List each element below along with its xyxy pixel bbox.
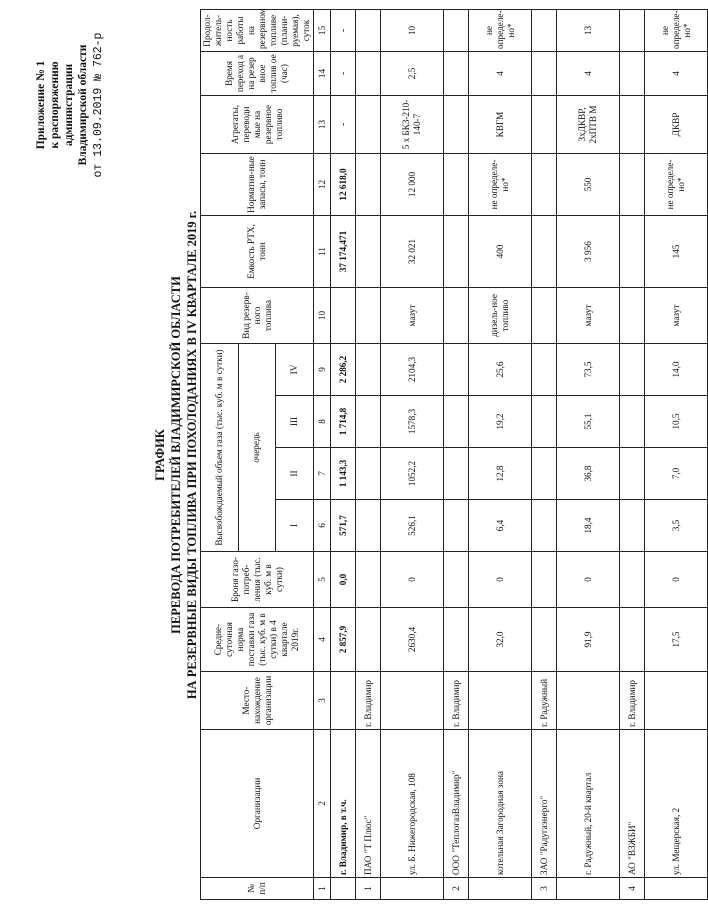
table-row bbox=[444, 10, 469, 900]
row-armor bbox=[444, 552, 469, 608]
table-row bbox=[557, 10, 620, 900]
col-number: 14 bbox=[314, 52, 331, 96]
heading-subtitle-2: НА РЕЗЕРВНЫЕ ВИДЫ ТОПЛИВА ПРИ ПОХОЛОДАНИЯХ В IV КВАРТАЛЕ 2019 г. bbox=[185, 210, 199, 700]
row-stage-3: 1 714,8 bbox=[331, 396, 356, 448]
row-norm: 91,9 bbox=[557, 608, 620, 672]
heading-subtitle-1: ПЕРЕВОДА ПОТРЕБИТЕЛЕЙ ВЛАДИМИРСКОЙ ОБЛАСТИ bbox=[169, 276, 183, 634]
header-released-volume: Высвобождаемый объем газа (тыс. куб. м в сутки) bbox=[201, 344, 239, 552]
row-norm bbox=[532, 608, 557, 672]
col-number: 6 bbox=[314, 500, 331, 552]
row-reserve: 12 000 bbox=[381, 154, 444, 216]
row-org: ПАО "Т Плюс" bbox=[356, 730, 381, 878]
row-time: 4 bbox=[469, 52, 532, 96]
row-reserve: 12 618,0 bbox=[331, 154, 356, 216]
row-location bbox=[557, 672, 620, 730]
row-reserve bbox=[444, 154, 469, 216]
row-time bbox=[620, 52, 645, 96]
row-armor bbox=[356, 552, 381, 608]
row-org: АО "ВЗЖБИ" bbox=[620, 730, 645, 878]
header-fuel: Вид резерв-ного топлива bbox=[201, 288, 314, 344]
row-duration bbox=[444, 10, 469, 52]
row-location bbox=[469, 672, 532, 730]
row-stage-1 bbox=[532, 500, 557, 552]
col-number: 11 bbox=[314, 216, 331, 288]
row-stage-1: 6,4 bbox=[469, 500, 532, 552]
row-location: г. Радужный bbox=[532, 672, 557, 730]
row-units: - bbox=[331, 96, 356, 154]
heading-title: ГРАФИК bbox=[153, 429, 167, 481]
row-armor bbox=[620, 552, 645, 608]
row-stage-2: 36,8 bbox=[557, 448, 620, 500]
header-num: № п/п bbox=[201, 878, 314, 900]
row-stage-2: 7,0 bbox=[645, 448, 708, 500]
table-body bbox=[331, 10, 708, 900]
row-num bbox=[645, 878, 708, 900]
row-capacity: 145 bbox=[645, 216, 708, 288]
row-norm: 17,5 bbox=[645, 608, 708, 672]
row-duration: - bbox=[331, 10, 356, 52]
row-stage-1 bbox=[356, 500, 381, 552]
schedule-table bbox=[200, 9, 708, 900]
appendix-line-3: администрации bbox=[63, 63, 75, 147]
row-units bbox=[532, 96, 557, 154]
header-units: Агрегаты, переводи мые на резервное топливо bbox=[201, 96, 314, 154]
row-stage-2 bbox=[620, 448, 645, 500]
appendix-line-2: к распоряжению bbox=[49, 61, 61, 149]
row-location: г. Владимир bbox=[356, 672, 381, 730]
row-fuel: дизель-ное топливо bbox=[469, 288, 532, 344]
row-stage-2 bbox=[532, 448, 557, 500]
header-location: Место-нахождение организации bbox=[201, 672, 314, 730]
row-stage-3: 19,2 bbox=[469, 396, 532, 448]
col-number: 5 bbox=[314, 552, 331, 608]
row-time: - bbox=[331, 52, 356, 96]
row-num bbox=[557, 878, 620, 900]
col-number: 12 bbox=[314, 154, 331, 216]
row-units: 5 х БКЗ-210-140-7 bbox=[381, 96, 444, 154]
row-num: 2 bbox=[444, 878, 469, 900]
row-stage-3 bbox=[444, 396, 469, 448]
row-norm: 2630,4 bbox=[381, 608, 444, 672]
row-stage-4: 14,0 bbox=[645, 344, 708, 396]
col-number: 2 bbox=[314, 730, 331, 878]
row-fuel: мазут bbox=[381, 288, 444, 344]
row-norm: 2 857,9 bbox=[331, 608, 356, 672]
row-stage-1 bbox=[444, 500, 469, 552]
row-time bbox=[444, 52, 469, 96]
row-stage-2: 12,8 bbox=[469, 448, 532, 500]
row-stage-4 bbox=[532, 344, 557, 396]
col-number: 10 bbox=[314, 288, 331, 344]
row-duration bbox=[532, 10, 557, 52]
appendix-date-line: от 13.09.2019 № 762-р bbox=[92, 32, 105, 178]
row-norm bbox=[356, 608, 381, 672]
row-fuel bbox=[444, 288, 469, 344]
header-stage-4: IV bbox=[276, 344, 314, 396]
col-number: 1 bbox=[314, 878, 331, 900]
row-org: ЗАО "Радугаэнерго" bbox=[532, 730, 557, 878]
row-time bbox=[356, 52, 381, 96]
row-stage-4 bbox=[444, 344, 469, 396]
row-units bbox=[620, 96, 645, 154]
row-location bbox=[381, 672, 444, 730]
header-duration: Продол-житель-ность работы на резервном топливе (плани-руемая), суток bbox=[201, 10, 314, 52]
row-time: 2,5 bbox=[381, 52, 444, 96]
row-org: котельная Загородная зона bbox=[469, 730, 532, 878]
col-number: 15 bbox=[314, 10, 331, 52]
column-number-row bbox=[314, 10, 331, 900]
row-reserve: не определе-но* bbox=[469, 154, 532, 216]
row-org: ул. Б. Нижегородская, 108 bbox=[381, 730, 444, 878]
row-location bbox=[645, 672, 708, 730]
row-stage-4: 2 286,2 bbox=[331, 344, 356, 396]
appendix-line-4: Владимирской области bbox=[77, 44, 89, 166]
header-time: Время переход а на резер вное топлив ое (час) bbox=[201, 52, 314, 96]
row-armor: 0 bbox=[557, 552, 620, 608]
row-stage-3 bbox=[532, 396, 557, 448]
col-number: 4 bbox=[314, 608, 331, 672]
row-stage-4: 2104,3 bbox=[381, 344, 444, 396]
row-armor: 0,0 bbox=[331, 552, 356, 608]
row-units: ДКВР bbox=[645, 96, 708, 154]
table-row bbox=[381, 10, 444, 900]
row-norm: 32,0 bbox=[469, 608, 532, 672]
row-duration: не определе-но* bbox=[645, 10, 708, 52]
row-stage-4 bbox=[356, 344, 381, 396]
row-norm bbox=[444, 608, 469, 672]
row-num bbox=[469, 878, 532, 900]
row-num: 3 bbox=[532, 878, 557, 900]
row-stage-3: 1578,3 bbox=[381, 396, 444, 448]
row-stage-1: 571,7 bbox=[331, 500, 356, 552]
table-row bbox=[620, 10, 645, 900]
row-time bbox=[532, 52, 557, 96]
row-armor: 0 bbox=[645, 552, 708, 608]
row-fuel bbox=[356, 288, 381, 344]
row-units bbox=[356, 96, 381, 154]
header-stage-1: I bbox=[276, 500, 314, 552]
appendix-line-1: Приложение № 1 bbox=[35, 60, 47, 150]
row-stage-3 bbox=[356, 396, 381, 448]
row-num bbox=[331, 878, 356, 900]
row-armor bbox=[532, 552, 557, 608]
row-reserve: не определе-но* bbox=[645, 154, 708, 216]
row-reserve bbox=[620, 154, 645, 216]
header-reserve: Норматив-ные запасы, тонн bbox=[201, 154, 314, 216]
row-stage-4 bbox=[620, 344, 645, 396]
row-duration: 13 bbox=[557, 10, 620, 52]
row-reserve bbox=[532, 154, 557, 216]
appendix-block bbox=[34, 5, 106, 205]
row-stage-4: 25,6 bbox=[469, 344, 532, 396]
row-fuel bbox=[331, 288, 356, 344]
row-capacity: 400 bbox=[469, 216, 532, 288]
row-time: 4 bbox=[557, 52, 620, 96]
row-stage-3 bbox=[620, 396, 645, 448]
table-row bbox=[356, 10, 381, 900]
row-time: 4 bbox=[645, 52, 708, 96]
row-stage-1 bbox=[620, 500, 645, 552]
row-location: г. Владимир bbox=[444, 672, 469, 730]
row-org: ООО "ТеплогазВладимир" bbox=[444, 730, 469, 878]
col-number: 7 bbox=[314, 448, 331, 500]
header-stage-2: II bbox=[276, 448, 314, 500]
row-duration: 10 bbox=[381, 10, 444, 52]
col-number: 13 bbox=[314, 96, 331, 154]
row-num: 4 bbox=[620, 878, 645, 900]
row-norm bbox=[620, 608, 645, 672]
row-org: ул. Мещерская, 2 bbox=[645, 730, 708, 878]
row-fuel: мазут bbox=[645, 288, 708, 344]
row-location bbox=[331, 672, 356, 730]
row-location: г. Владимир bbox=[620, 672, 645, 730]
row-duration bbox=[620, 10, 645, 52]
row-capacity bbox=[444, 216, 469, 288]
row-duration: не определе-но* bbox=[469, 10, 532, 52]
row-org: г. Радужный, 20-й квартал bbox=[557, 730, 620, 878]
table-row bbox=[645, 10, 708, 900]
row-units bbox=[444, 96, 469, 154]
row-stage-1: 18,4 bbox=[557, 500, 620, 552]
col-number: 8 bbox=[314, 396, 331, 448]
row-num bbox=[381, 878, 444, 900]
document-heading bbox=[152, 155, 200, 755]
row-capacity: 37 174,471 bbox=[331, 216, 356, 288]
row-capacity bbox=[356, 216, 381, 288]
col-number: 3 bbox=[314, 672, 331, 730]
row-stage-3: 10,5 bbox=[645, 396, 708, 448]
row-fuel bbox=[532, 288, 557, 344]
header-armor: Броня газо-потреб-ления (тыс. куб. м в сутки) bbox=[201, 552, 314, 608]
row-stage-2 bbox=[356, 448, 381, 500]
row-reserve bbox=[356, 154, 381, 216]
row-stage-1: 526,1 bbox=[381, 500, 444, 552]
header-stage-3: III bbox=[276, 396, 314, 448]
row-stage-2 bbox=[444, 448, 469, 500]
row-armor: 0 bbox=[381, 552, 444, 608]
row-fuel bbox=[620, 288, 645, 344]
table-row bbox=[331, 10, 356, 900]
row-capacity: 32 021 bbox=[381, 216, 444, 288]
row-stage-1: 3,5 bbox=[645, 500, 708, 552]
row-fuel: мазут bbox=[557, 288, 620, 344]
table-row bbox=[532, 10, 557, 900]
row-capacity: 3 956 bbox=[557, 216, 620, 288]
row-capacity bbox=[532, 216, 557, 288]
row-units: КВГМ bbox=[469, 96, 532, 154]
row-capacity bbox=[620, 216, 645, 288]
row-stage-2: 1 143,3 bbox=[331, 448, 356, 500]
header-org: Организации bbox=[201, 730, 314, 878]
header-norm: Средне-суточная норма поставки газа (тыс. куб. м в сутки) в 4 квартале 2019г. bbox=[201, 608, 314, 672]
row-num: 1 bbox=[356, 878, 381, 900]
header-capacity: Емкость РТХ, тонн bbox=[201, 216, 314, 288]
row-units: 3хДКВР, 2хПТВ М bbox=[557, 96, 620, 154]
table-row bbox=[469, 10, 532, 900]
row-duration bbox=[356, 10, 381, 52]
col-number: 9 bbox=[314, 344, 331, 396]
row-org: г. Владимир, в т.ч. bbox=[331, 730, 356, 878]
row-armor: 0 bbox=[469, 552, 532, 608]
row-reserve: 550 bbox=[557, 154, 620, 216]
row-stage-4: 73,5 bbox=[557, 344, 620, 396]
row-stage-2: 1052,2 bbox=[381, 448, 444, 500]
header-stage: очередь bbox=[238, 344, 276, 552]
row-stage-3: 55,1 bbox=[557, 396, 620, 448]
